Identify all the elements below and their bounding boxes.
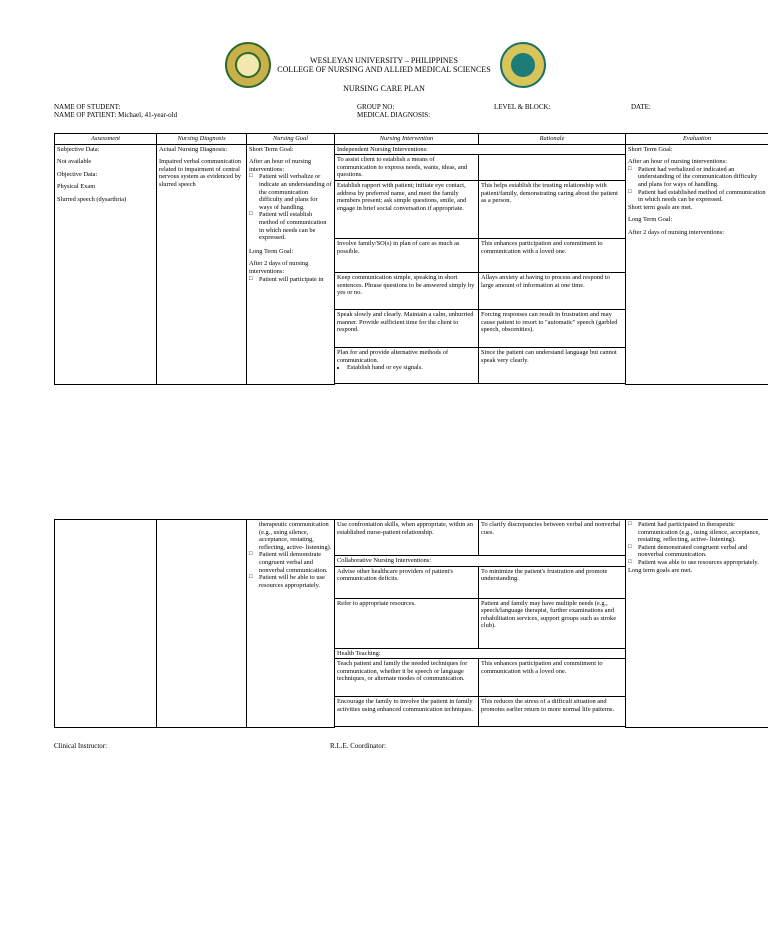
rationale-text: To clarify discrepancies between verbal and nonverbal cues. (479, 520, 626, 556)
care-plan-table-page2 (54, 519, 768, 728)
goal-item: □ Patient will be able to use resources appropriately. (259, 574, 332, 589)
rationale-text: Patient and family may have multiple needs (e.g., speech/language therapist, further examinations and rehabilitation services, support groups such as stroke club). (479, 598, 626, 648)
intervention-text: Speak slowly and clearly. Maintain a calm, unhurried manner. Provide sufficient time for the client to respond. (335, 309, 479, 347)
long-term-goal-label: Long Term Goal: (249, 247, 294, 255)
rationale-text: Forcing responses can result in frustration and may cause patient to resort to "automatic" speech (garbled speech, obscenities). (479, 309, 626, 347)
diagnosis-type: Actual Nursing Diagnosis: (159, 145, 228, 153)
rationale-text: This enhances participation and commitment to communication with a loved one. (479, 659, 626, 697)
intervention-text: Refer to appropriate resources. (335, 598, 479, 648)
rationale-text: Allays anxiety at having to process and respond to large amount of information at one time. (479, 272, 626, 309)
goal-item: □ Patient will participate in (259, 276, 332, 284)
eval-timeframe-2: After 2 days of nursing interventions: (628, 228, 725, 236)
short-term-goal-label: Short Term Goal: (249, 145, 294, 153)
intervention-bullet: • Establish hand or eye signals. (347, 364, 476, 372)
college-name: COLLEGE OF NURSING AND ALLIED MEDICAL SCIENCES (277, 65, 491, 74)
eval-short-term-list (628, 166, 766, 204)
eval-long-term-label: Long Term Goal: (628, 216, 673, 224)
rationale-text: This reduces the stress of a difficult situation and promotes earlier return to more normal life patterns. (479, 697, 626, 727)
evaluation-cell-continued (626, 520, 768, 728)
eval-short-term-label: Short Term Goal: (628, 145, 673, 153)
goal-item: □ Patient will demonstrate congruent verbal and nonverbal communication. (259, 551, 332, 574)
diagnosis-cell (157, 144, 247, 384)
intervention-text: Keep communication simple, speaking in short sentences. Phrase questions to be answered simply by yes or no. (335, 272, 479, 309)
eval-item: □ Patient had verbalized or indicated an understanding of the communication difficulty and plans for ways of handling. (638, 166, 766, 189)
diagnosis-text: Impaired verbal communication related to impairment of central nervous system as evidenced by slurred speech (159, 158, 241, 188)
goal-cell (247, 144, 335, 384)
student-name-label: NAME OF STUDENT: (54, 103, 121, 111)
group-label: GROUP NO: (357, 103, 395, 111)
short-term-goals-met: Short term goals are met. (628, 203, 693, 211)
rationale-text: Since the patient can understand language but cannot speak very clearly. (479, 347, 626, 383)
column-header-rationale: Rationale (479, 134, 626, 145)
evaluation-cell (626, 144, 768, 384)
intervention-text: Teach patient and family the needed techniques for communication, whether it be speech or language techniques, or alternate modes of communication. (335, 659, 479, 697)
subjective-label: Subjective Data: (57, 145, 100, 153)
clinical-instructor-label: Clinical Instructor: (54, 742, 108, 750)
intervention-text: Establish rapport with patient; initiate eye contact, address by preferred name, and meet the family members present; ask simple questions, smile, and engage in brief social conversation if appropriate. (335, 180, 479, 238)
rationale-text: To minimize the patient's frustration and promote understanding. (479, 566, 626, 598)
eval-item: □ Patient had participated in therapeutic communication (e.g., using silence, acceptance, restating, reflecting, active- listening). (638, 521, 766, 544)
column-header-evaluation: Evaluation (626, 134, 768, 145)
collaborative-interventions-header: Collaborative Nursing Interventions: (335, 556, 626, 567)
intervention-text: Involve family/SO(s) in plan of care as much as possible. (335, 238, 479, 272)
eval-item: □ Patient demonstrated congruent verbal and nonverbal communication. (638, 544, 766, 559)
intervention-text: To assist client to establish a means of communication to express needs, wants, ideas, and questions. (335, 155, 479, 181)
university-name: WESLEYAN UNIVERSITY – PHILIPPINES (310, 56, 458, 65)
rationale-text: This helps establish the trusting relationship with patient/family, demonstrating caring about the patient as a person. (479, 180, 626, 238)
column-header-intervention: Nursing Intervention (335, 134, 479, 145)
assessment-cell (55, 144, 157, 384)
rationale-text: This enhances participation and commitment to communication with a loved one. (479, 238, 626, 272)
diagnosis-cell-continued (157, 520, 247, 728)
medical-diagnosis-label: MEDICAL DIAGNOSIS: (357, 111, 431, 119)
rle-coordinator-label: R.L.E. Coordinator: (330, 742, 386, 750)
short-term-goal-list (249, 173, 332, 241)
goal-cell-continued (247, 520, 335, 728)
objective-value: Slurred speech (dysarthria) (57, 195, 127, 203)
eval-item: □ Patient was able to use resources appropriately. (638, 559, 766, 567)
rationale-text (479, 155, 626, 181)
subjective-value: Not available (57, 158, 92, 166)
column-header-diagnosis: Nursing Diagnosis (157, 134, 247, 145)
independent-interventions-header: Independent Nursing Interventions: (335, 144, 626, 155)
intervention-text: Plan for and provide alternative methods of communication. (337, 348, 449, 364)
health-teaching-header: Health Teaching: (335, 648, 626, 659)
document-title: NURSING CARE PLAN (343, 84, 425, 93)
goal-item: □ Patient will establish method of communication in which needs can be expressed. (259, 211, 332, 241)
patient-name-label: NAME OF PATIENT: Michael, 41-year-old (54, 111, 178, 119)
care-plan-table-page1 (54, 133, 768, 385)
intervention-text: Encourage the family to involve the patient in family activities using enhanced communication techniques. (335, 697, 479, 727)
goal-item-continued: therapeutic communication (e.g., using silence, acceptance, restating, reflecting, active- listening). (259, 521, 332, 551)
level-block-label: LEVEL & BLOCK: (494, 103, 551, 111)
column-header-goal: Nursing Goal (247, 134, 335, 145)
eval-item: □ Patient had established method of communication in which needs can be expressed. (638, 189, 766, 204)
eval-timeframe-1: After an hour of nursing interventions: (628, 158, 727, 166)
date-label: DATE: (631, 103, 651, 111)
assessment-cell-continued (55, 520, 157, 728)
intervention-text: Use confrontation skills, when appropriate, within an established nurse-patient relationship. (335, 520, 479, 556)
intervention-text: Advise other healthcare providers of patient's communication deficits. (335, 566, 479, 598)
long-term-goal-list (249, 276, 332, 284)
long-term-goals-met: Long term goals are met. (628, 566, 693, 574)
goal-item: □ Patient will verbalize or indicate an understanding of the communication difficulty and plans for ways of handling. (259, 173, 332, 211)
column-header-assessment: Assessment (55, 134, 157, 145)
goal-timeframe-1: After an hour of nursing interventions: (249, 158, 312, 173)
goal-timeframe-2: After 2 days of nursing interventions: (249, 260, 309, 275)
objective-label: Objective Data: (57, 170, 98, 178)
intervention-cell (335, 347, 479, 383)
physical-exam-label: Physical Exam (57, 183, 96, 191)
